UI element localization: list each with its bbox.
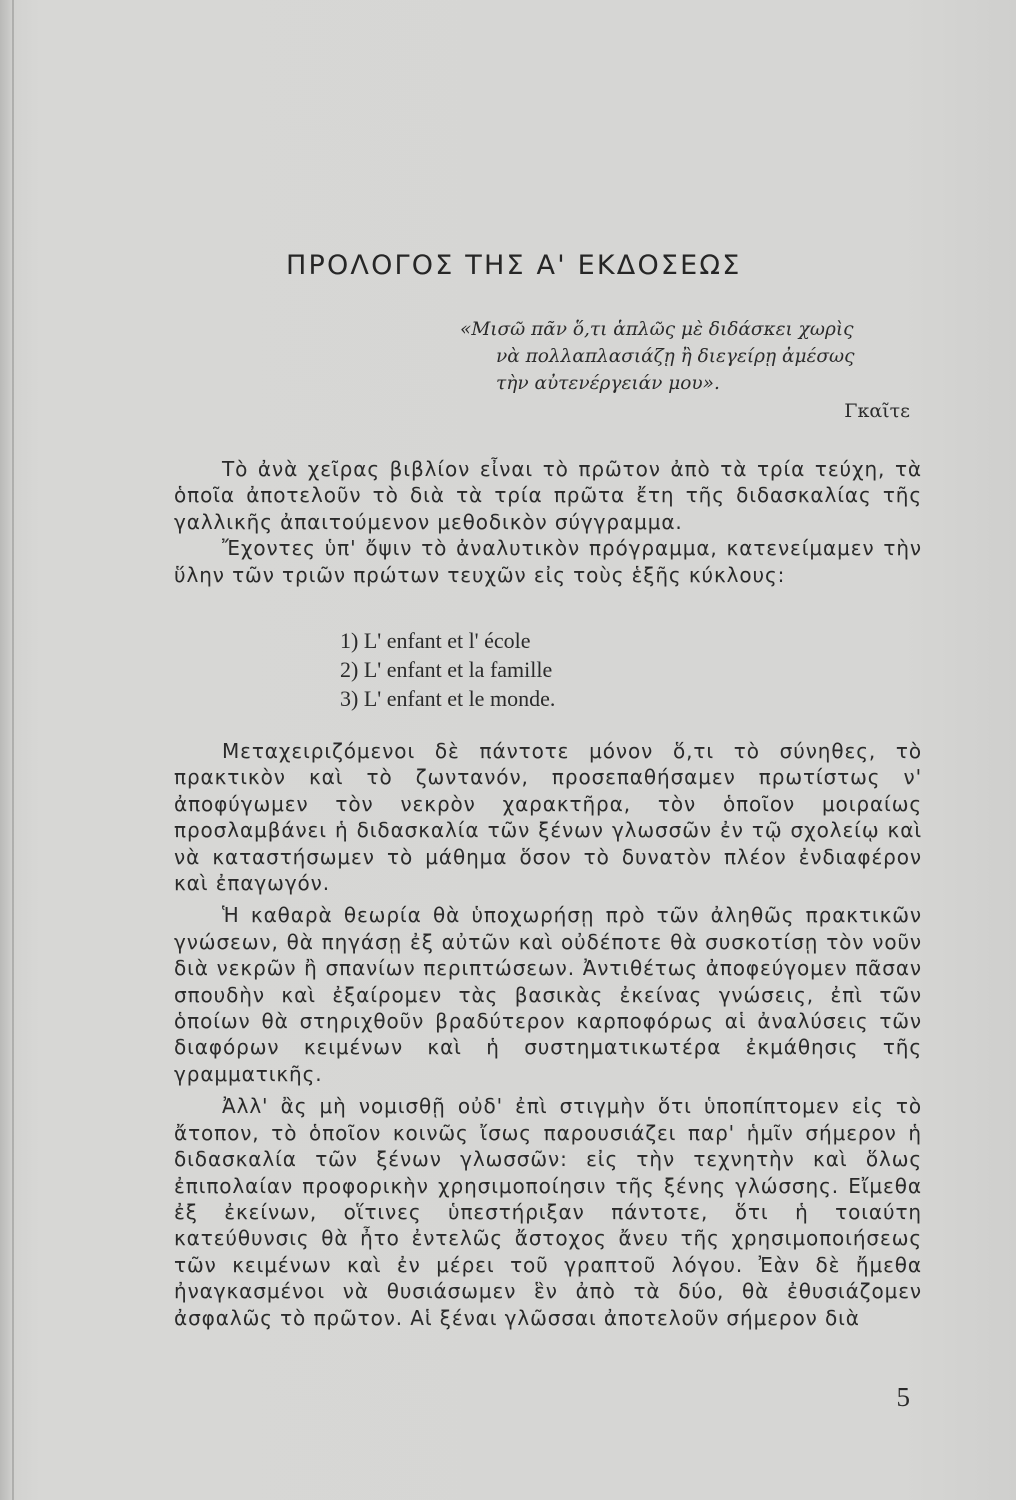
paragraph: Τὸ ἀνὰ χεῖρας βιβλίον εἶναι τὸ πρῶτον ἀπὸ τὰ τρία τεύχη, τὰ ὁποῖα ἀποτελοῦν τὸ διὰ τὰ τρία πρῶτα ἔτη τῆς διδασκαλίας τῆς γαλλικῆς ἀπαιτούμενον μεθοδικὸν σύγγραμμα. [174,457,922,534]
paragraph: Ἔχοντες ὑπ' ὄψιν τὸ ἀναλυτικὸν πρόγραμμα, κατενείμαμεν τὴν ὕλην τῶν τριῶν πρώτων τευχῶν εἰς τοὺς ἑξῆς κύκλους: [174,536,922,587]
list-item: 2) L' enfant et la famille [340,657,553,682]
paragraph: Μεταχειριζόμενοι δὲ πάντοτε μόνον ὅ,τι τὸ σύνηθες, τὸ πρακτικὸν καὶ τὸ ζωντανόν, προσεπαθήσαμεν πρωτίστως ν' ἀποφύγωμεν τὸν νεκρὸν χαρακτῆρα, τὸν ὁποῖον μοιραίως προσλαμβάνει ἡ διδασκαλία τῶν ξένων γλωσσῶν ἐν τῷ σχολείῳ καὶ νὰ καταστήσωμεν τὸ μάθημα ὅσον τὸ δυνατὸν πλέον ἐνδιαφέρον καὶ ἐπαγωγόν. [174,739,922,896]
page-title: ΠΡΟΛΟΓΟΣ ΤΗΣ Α' ΕΚΔΟΣΕΩΣ [286,250,742,281]
epigraph-author: Γκαῖτε [844,400,910,422]
list-item: 1) L' enfant et l' école [340,628,531,653]
cycles-list [340,626,740,713]
page-binding-edge [12,0,14,1500]
intro-text [174,456,922,588]
epigraph [460,316,920,397]
page-number: 5 [896,1382,910,1412]
paragraph: Ἡ καθαρὰ θεωρία θὰ ὑποχωρήσῃ πρὸ τῶν ἀληθῶς πρακτικῶν γνώσεων, θὰ πηγάσῃ ἐξ αὐτῶν καὶ οὐδέποτε θὰ συσκοτίσῃ τὸν νοῦν διὰ νεκρῶν ἢ σπανίων περιπτώσεων. Ἀντιθέτως ἀποφεύγομεν πᾶσαν σπουδὴν καὶ ἐξαίρομεν τὰς βασικὰς ἐκείνας γνώσεις, ἐπὶ τῶν ὁποίων θὰ στηριχθοῦν βραδύτερον καρποφόρως αἱ ἀναλύσεις τῶν διαφόρων κειμένων καὶ ἡ συστηματικωτέρα ἐκμάθησις τῆς γραμματικῆς. [174,903,922,1086]
epigraph-line: τὴν αὐτενέργειάν μου». [496,373,720,394]
list-item: 3) L' enfant et le monde. [340,686,556,711]
epigraph-line: «Μισῶ πᾶν ὅ,τι ἁπλῶς μὲ διδάσκει χωρὶς [460,319,854,340]
paragraph: Ἀλλ' ἂς μὴ νομισθῇ οὐδ' ἐπὶ στιγμὴν ὅτι ὑποπίπτομεν εἰς τὸ ἄτοπον, τὸ ὁποῖον κοινῶς ἴσως παρουσιάζει παρ' ἡμῖν σήμερον ἡ διδασκαλία τῶν ξένων γλωσσῶν: εἰς τὴν τεχνητὴν καὶ ὅλως ἐπιπολαίαν προφορικὴν χρησιμοποίησιν τῆς ξένης γλώσσης. Εἴμεθα ἐξ ἐκείνων, οἵτινες ὑπεστήριξαν πάντοτε, ὅτι ἡ τοιαύτη κατεύθυνσις θὰ ἦτο ἐντελῶς ἄστοχος ἄνευ τῆς χρησιμοποιήσεως τῶν κειμένων καὶ ἐν μέρει τοῦ γραπτοῦ λόγου. Ἐὰν δὲ ἤμεθα ἠναγκασμένοι νὰ θυσιάσωμεν ἓν ἀπὸ τὰ δύο, θὰ ἐθυσιάζομεν ἀσφαλῶς τὸ πρῶτον. Αἱ ξέναι γλῶσσαι ἀποτελοῦν σήμερον διὰ [174,1094,922,1330]
epigraph-line: νὰ πολλαπλασιάζῃ ἢ διεγείρῃ ἀμέσως [496,346,855,367]
main-text [174,738,922,1331]
